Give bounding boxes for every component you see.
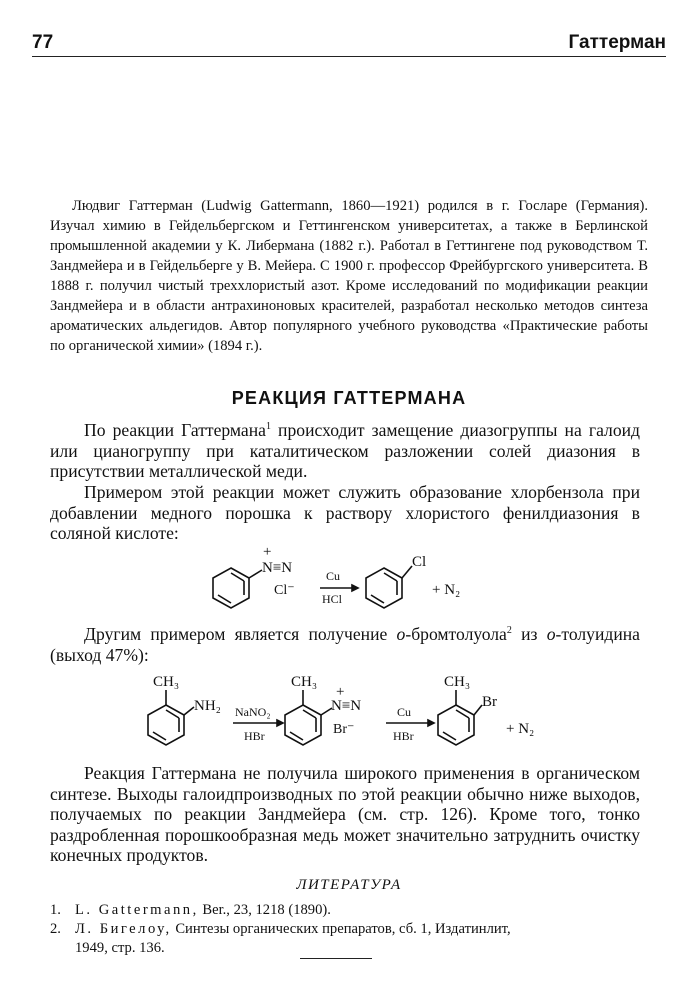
- chlorobenzene-ring: [366, 568, 402, 608]
- hbr-label-2: HBr: [393, 729, 414, 743]
- plus-charge: +: [263, 544, 272, 560]
- diazo-group-2: N≡N: [331, 698, 362, 714]
- biography-paragraph: Людвиг Гаттерман (Ludwig Gattermann, 1860—1921) родился в г. Госларе (Германия). Изучал химию в Гейдельбергском и Геттингенском университетах, а также в Берлинской промышленной академии у К. Либермана (1882 г.). Работал в Геттингене под руководством Т. Зандмейера и в Гейдельберге у В. Мейера. С 1900 г. профессор Фрейбургского университета. В 1888 г. получил чистый треххлористый азот. Кроме исследований по модификации реакции Зандмейера и в области антрахиноновых красителей, разработал несколько методов синтеза ароматических альдегидов. Автор популярного учебного руководства «Практические работы по органической химии» (1894 г.).: [50, 198, 648, 354]
- methyl-group: CH₃: [153, 674, 180, 690]
- nitrogen-byproduct: + N₂: [432, 582, 461, 598]
- footnote-ref-2: 2: [506, 625, 512, 637]
- running-heading: Гаттерман: [568, 32, 666, 53]
- bromo-substituent: Br: [482, 694, 497, 710]
- catalyst-label-2: Cu: [397, 705, 412, 719]
- diazo-group: N≡N: [262, 560, 293, 576]
- methyl-group-2: CH₃: [291, 674, 318, 690]
- plus-charge-2: +: [336, 684, 345, 700]
- hbr-label-1: HBr: [244, 729, 265, 743]
- end-divider: [300, 958, 372, 959]
- intro-paragraph: По реакции Гаттермана$^1$ происходит замещение диазогруппы на галоид или цианогруппу при каталитическом разложении солей диазония в присутствии металлической меди.: [50, 420, 640, 481]
- conclusion-paragraph: Реакция Гаттермана не получила широкого применения в органическом синтезе. Выходы галоидпроизводных по этой реакции обычно ниже выходов, получаемых по реакции Зандмейера (см. стр. 126). Кроме того, тонко раздробленная порошкообразная медь может значительно затруднить очистку конечных продуктов.: [50, 763, 640, 865]
- literature-title: ЛИТЕРАТУРА: [296, 877, 402, 893]
- section-title: РЕАКЦИЯ ГАТТЕРМАНА: [231, 388, 467, 408]
- example-paragraph: Примером этой реакции может служить образование хлорбензола при добавлении медного порошка к раствору хлористого фенилдиазония в соляной кислоте:: [50, 482, 640, 543]
- methyl-group-3: CH₃: [444, 674, 471, 690]
- benzene-ring: [213, 568, 249, 608]
- bromotoluene-ring: [438, 705, 474, 745]
- toluidine-ring: [148, 705, 184, 745]
- footnote-ref-1: 1: [265, 421, 271, 433]
- catalyst-label: Cu: [326, 569, 341, 583]
- reference-item: 2. Л. Бигелоу, Синтезы органических препаратов, сб. 1, Издатинлит, 1949, стр. 136.: [50, 921, 511, 956]
- page-header: [32, 30, 666, 57]
- page-number: 77: [32, 32, 54, 53]
- acid-label: HCl: [322, 592, 343, 606]
- reference-item: 1. L. Gattermann, Ber., 23, 1218 (1890).: [50, 902, 331, 918]
- second-example-paragraph: Другим примером является получение о-бромтолуола$^2$ из о-толуидина (выход 47%):: [50, 624, 640, 665]
- bromide-ion: Br⁻: [333, 722, 355, 737]
- chloro-substituent: Cl: [412, 554, 427, 570]
- nitrite-label: NaNO₂: [235, 705, 271, 719]
- chloride-ion: Cl⁻: [274, 583, 295, 598]
- amino-group: NH₂: [194, 698, 221, 714]
- diazonium-ring: [285, 705, 321, 745]
- nitrogen-byproduct-2: + N₂: [506, 721, 535, 737]
